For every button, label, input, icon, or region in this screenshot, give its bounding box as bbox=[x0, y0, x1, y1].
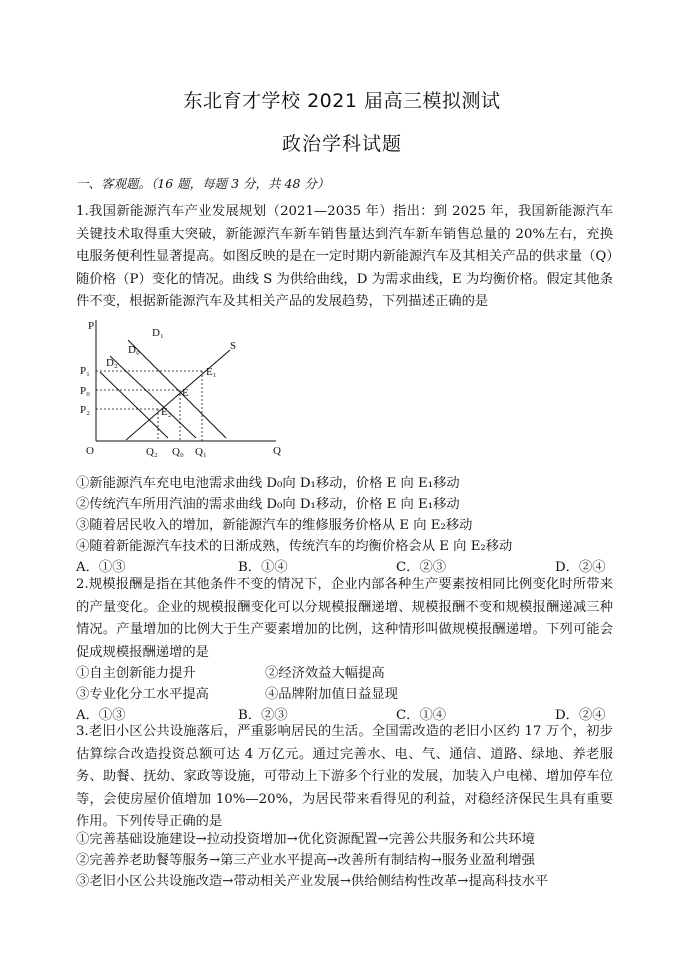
q1-statement-1: ①新能源汽车充电电池需求曲线 D₀向 D₁移动，价格 E 向 E₁移动 bbox=[76, 476, 460, 491]
q1-statement-3: ③随着居民收入的增加，新能源汽车的维修服务价格从 E 向 E₂移动 bbox=[76, 518, 473, 533]
label-p1: P₁ bbox=[80, 365, 90, 377]
q3-statement-2: ②完善养老助餐等服务→第三产业水平提高→改善所有制结构→服务业盈利增强 bbox=[76, 853, 535, 868]
axis-label-p: P bbox=[88, 320, 95, 332]
q2-statement-2: ②经济效益大幅提高 bbox=[265, 666, 385, 681]
q1-statement-2: ②传统汽车所用汽油的需求曲线 D₀向 D₁移动，价格 E 向 E₁移动 bbox=[76, 497, 460, 512]
label-q1: Q₁ bbox=[195, 446, 207, 458]
q1-option-b: B．①④ bbox=[238, 560, 288, 575]
q1-option-d: D．②④ bbox=[555, 560, 606, 575]
label-p2: P₂ bbox=[80, 404, 90, 416]
q2-statement-3: ③专业化分工水平提高 bbox=[76, 687, 209, 702]
curve-d2 bbox=[100, 372, 168, 438]
label-e2: E₂ bbox=[161, 406, 172, 418]
question-2-stem: 2.规模报酬是指在其他条件不变的情况下，企业内部各种生产要素按相同比例变化时所带来的产量变化。企业的规模报酬变化可以分规模报酬递增、规模报酬不变和规模报酬递减三种情况。产量增加的比例大于生产要素增加的比例，这种情形叫做规模报酬递增。下列可能会促成规模报酬递增的是 bbox=[76, 577, 613, 660]
q2-option-d: D．②④ bbox=[555, 708, 606, 723]
label-e1: E₁ bbox=[206, 366, 217, 378]
supply-demand-graph bbox=[76, 316, 286, 466]
q2-option-a: A．①③ bbox=[76, 708, 126, 723]
q2-statement-1: ①自主创新能力提升 bbox=[76, 666, 196, 681]
exam-title: 东北育才学校 2021 届高三模拟测试 bbox=[183, 90, 501, 112]
exam-subtitle: 政治学科试题 bbox=[281, 133, 402, 155]
q3-statement-1: ①完善基础设施建设→拉动投资增加→优化资源配置→完善公共服务和公共环境 bbox=[76, 832, 535, 847]
q1-statement-4: ④随着新能源汽车技术的日渐成熟，传统汽车的均衡价格会从 E 向 E₂移动 bbox=[76, 539, 513, 554]
q3-statement-3: ③老旧小区公共设施改造→带动相关产业发展→供给侧结构性改革→提高科技水平 bbox=[76, 874, 549, 889]
q2-option-c: C．①④ bbox=[396, 708, 447, 723]
label-d0: D₀ bbox=[128, 344, 140, 356]
label-d1: D₁ bbox=[152, 327, 164, 339]
label-q0: Q₀ bbox=[172, 446, 184, 458]
q1-option-c: C．②③ bbox=[396, 560, 447, 575]
q2-statement-4: ④品牌附加值日益显现 bbox=[265, 687, 398, 702]
question-3-stem: 3.老旧小区公共设施落后，严重影响居民的生活。全国需改造的老旧小区约 17 万个，初步估算综合改造投资总额可达 4 万亿元。通过完善水、电、气、通信、道路、绿地、养老服务、助餐、抚幼、家政等设施，可带动上下游多个行业的发展，加装入户电梯、增加停车位等，会使房屋价值增加 10%—20%，为居民带来看得见的利益，对稳经济保民生具有重要作用。下列传导正确的是 bbox=[76, 724, 613, 830]
q1-option-a: A．①③ bbox=[76, 560, 126, 575]
label-d2: D₂ bbox=[106, 357, 118, 369]
axis-label-q: Q bbox=[273, 445, 281, 457]
q2-option-b: B．②③ bbox=[238, 708, 288, 723]
label-p0: P₀ bbox=[80, 385, 90, 397]
question-1-stem: 1.我国新能源汽车产业发展规划（2021—2035 年）指出：到 2025 年，我国新能源汽车关键技术取得重大突破，新能源汽车新车销售量达到汽车新车销售总量的 20%左右，充换电服务便利性显著提高。如图反映的是在一定时期内新能源汽车及其相关产品的供求量（Q）随价格（P）变化的情况。曲线 S 为供给曲线，D 为需求曲线，E 为均衡价格。假定其他条件不变，根据新能源汽车及其相关产品的发展趋势，下列描述正确的是 bbox=[76, 204, 613, 310]
curve-d1 bbox=[128, 340, 226, 438]
section-heading: 一、客观题。（16 题，每题 3 分，共 48 分） bbox=[76, 176, 330, 191]
label-q2: Q₂ bbox=[146, 446, 158, 458]
origin-label: O bbox=[86, 445, 94, 457]
label-e: E bbox=[182, 387, 189, 399]
label-s: S bbox=[230, 340, 237, 352]
